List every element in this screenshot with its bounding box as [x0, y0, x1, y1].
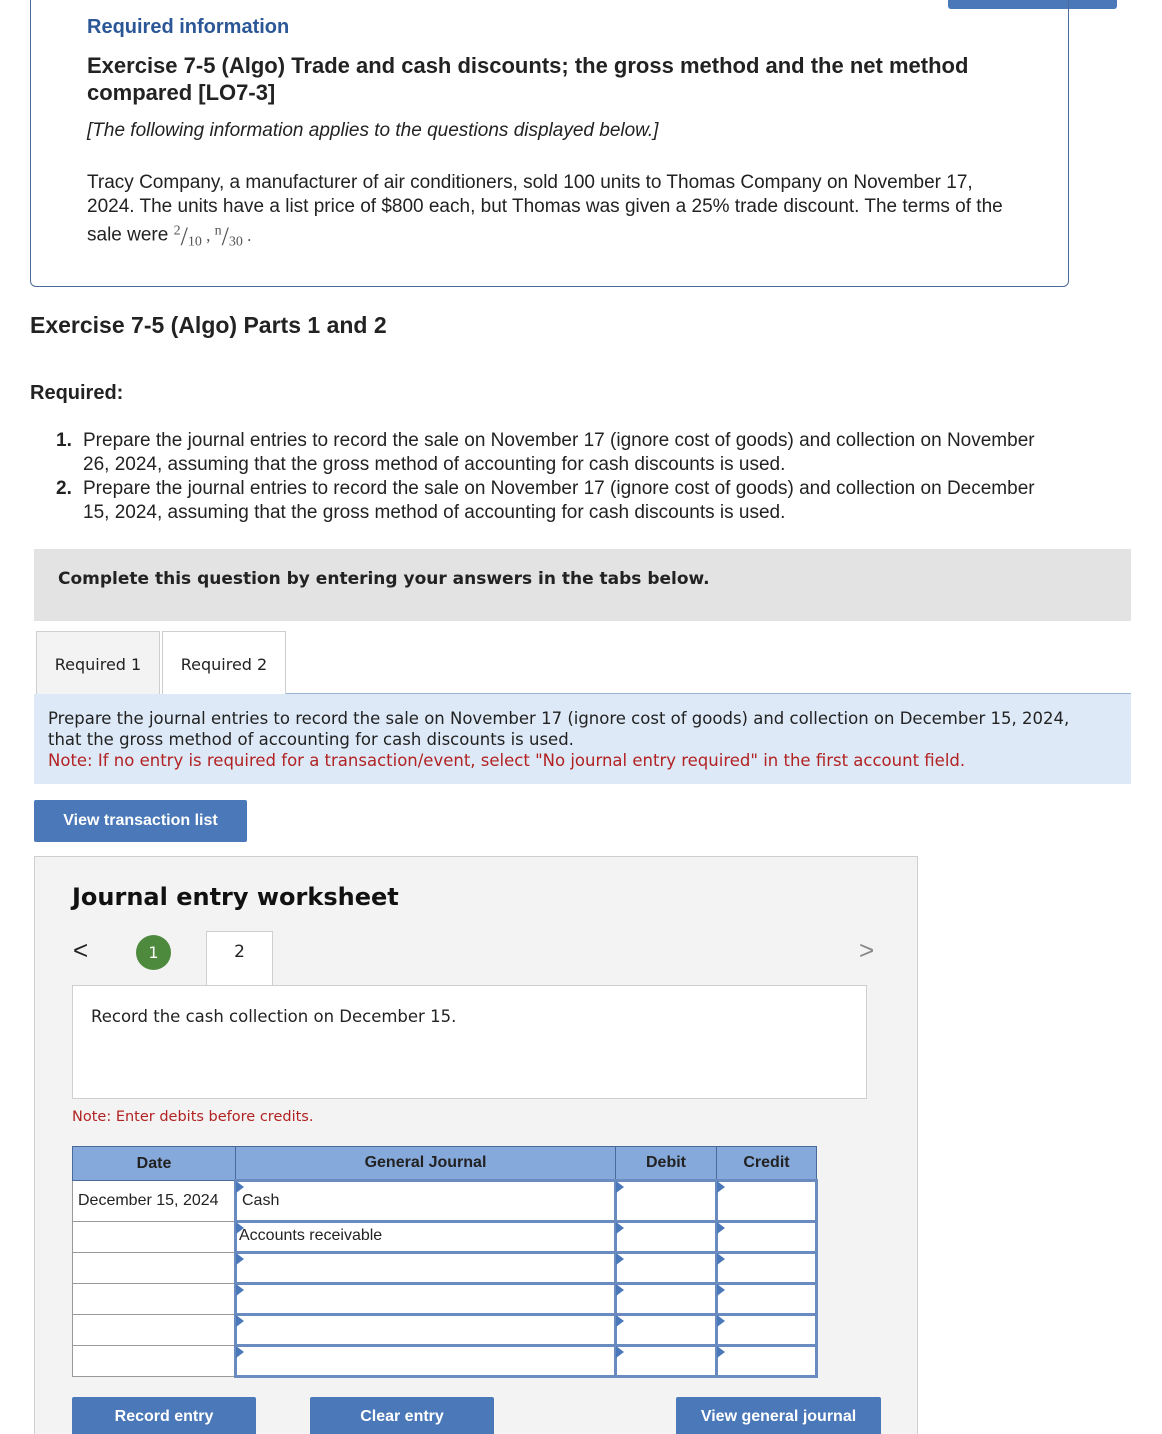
- tab-required-2[interactable]: Required 2: [162, 631, 286, 694]
- required-item-1: 1. Prepare the journal entries to record the sale on November 17 (ignore cost of goods) and collection on November 26, 2024, assuming that the gross method of accounting for cash discounts is used.: [56, 430, 1035, 475]
- problem-body: Tracy Company, a manufacturer of air conditioners, sold 100 units to Thomas Company on November 17, 2024. The units have a list price of $800 each, but Thomas was given a 25% trade discount. The terms of the sale were: [87, 172, 1003, 246]
- instruction-note: Note: If no entry is required for a transaction/event, select "No journal entry required" in the first account field.: [48, 751, 966, 770]
- complete-question-text: Complete this question by entering your answers in the tabs below.: [58, 569, 710, 589]
- view-general-journal-button[interactable]: View general journal: [676, 1397, 881, 1434]
- credit-field[interactable]: [717, 1346, 817, 1377]
- account-field[interactable]: [236, 1315, 616, 1346]
- date-cell[interactable]: December 15, 2024: [73, 1181, 236, 1222]
- journal-entry-worksheet: [34, 856, 918, 1434]
- instruction-line-2: that the gross method of accounting for cash discounts is used.: [48, 730, 574, 749]
- account-field[interactable]: [236, 1253, 616, 1284]
- credit-field[interactable]: [717, 1222, 817, 1253]
- table-row: [73, 1181, 817, 1222]
- date-cell[interactable]: [73, 1346, 236, 1377]
- record-entry-button[interactable]: Record entry: [72, 1397, 256, 1434]
- date-cell[interactable]: [73, 1284, 236, 1315]
- debit-field[interactable]: [616, 1284, 717, 1315]
- debit-field[interactable]: [616, 1181, 717, 1222]
- terms-net-num: n: [214, 223, 222, 238]
- column-general-journal: General Journal: [236, 1147, 616, 1181]
- complete-question-bar: [34, 549, 1131, 621]
- chevron-right-icon[interactable]: >: [859, 935, 875, 965]
- account-field[interactable]: [236, 1346, 616, 1377]
- instruction-panel: [34, 694, 1131, 784]
- terms-comma: ,: [206, 225, 211, 245]
- terms-period: .: [247, 225, 252, 245]
- record-instruction-box: [72, 985, 867, 1099]
- table-row: [73, 1222, 817, 1253]
- clear-entry-button[interactable]: Clear entry: [310, 1397, 494, 1434]
- credit-field[interactable]: [717, 1181, 817, 1222]
- account-field[interactable]: Cash: [236, 1181, 616, 1222]
- terms-net-den: 30: [228, 234, 243, 250]
- date-cell[interactable]: [73, 1222, 236, 1253]
- tab-required-1[interactable]: Required 1: [36, 631, 160, 694]
- column-debit: Debit: [616, 1147, 717, 1181]
- debits-note: Note: Enter debits before credits.: [72, 1109, 314, 1125]
- date-cell[interactable]: [73, 1253, 236, 1284]
- debit-field[interactable]: [616, 1222, 717, 1253]
- column-credit: Credit: [717, 1147, 817, 1181]
- worksheet-title: Journal entry worksheet: [72, 883, 399, 911]
- credit-field[interactable]: [717, 1284, 817, 1315]
- step-2-tab[interactable]: 2: [206, 931, 273, 988]
- instruction-line-1: Prepare the journal entries to record the sale on November 17 (ignore cost of goods) and collection on December 15, 2024,: [48, 709, 1070, 728]
- account-field[interactable]: Accounts receivable: [236, 1222, 616, 1253]
- account-field[interactable]: [236, 1284, 616, 1315]
- date-cell[interactable]: [73, 1315, 236, 1346]
- terms-discount-num: 2: [173, 223, 181, 238]
- debit-field[interactable]: [616, 1346, 717, 1377]
- parts-title: Exercise 7-5 (Algo) Parts 1 and 2: [30, 312, 387, 338]
- record-instruction-text: Record the cash collection on December 15.: [91, 1007, 457, 1026]
- table-row: [73, 1315, 817, 1346]
- table-row: [73, 1253, 817, 1284]
- view-transaction-list-button[interactable]: View transaction list: [34, 800, 247, 842]
- required-item-2: 2. Prepare the journal entries to record the sale on November 17 (ignore cost of goods) and collection on December 15, 2024, assuming that the gross method of accounting for cash discounts is used.: [56, 478, 1035, 523]
- credit-field[interactable]: [717, 1253, 817, 1284]
- terms-discount-den: 10: [187, 234, 202, 250]
- exercise-title: Exercise 7-5 (Algo) Trade and cash discounts; the gross method and the net method compared [LO7-3]: [87, 53, 969, 105]
- table-row: [73, 1346, 817, 1377]
- debit-field[interactable]: [616, 1315, 717, 1346]
- required-label: Required:: [30, 382, 124, 404]
- table-row: [73, 1284, 817, 1315]
- credit-field[interactable]: [717, 1315, 817, 1346]
- sale-terms: $^2/_{10}$ , $^n/_{30}$ .: [173, 221, 252, 251]
- required-info-heading: Required information: [87, 16, 290, 38]
- journal-table: [72, 1146, 818, 1378]
- column-date: Date: [73, 1147, 236, 1181]
- problem-text: [87, 171, 1017, 254]
- chevron-left-icon[interactable]: <: [73, 935, 89, 965]
- step-1-button[interactable]: 1: [136, 935, 171, 970]
- debit-field[interactable]: [616, 1253, 717, 1284]
- applies-note: [The following information applies to the questions displayed below.]: [87, 120, 659, 141]
- required-list: [56, 429, 1056, 525]
